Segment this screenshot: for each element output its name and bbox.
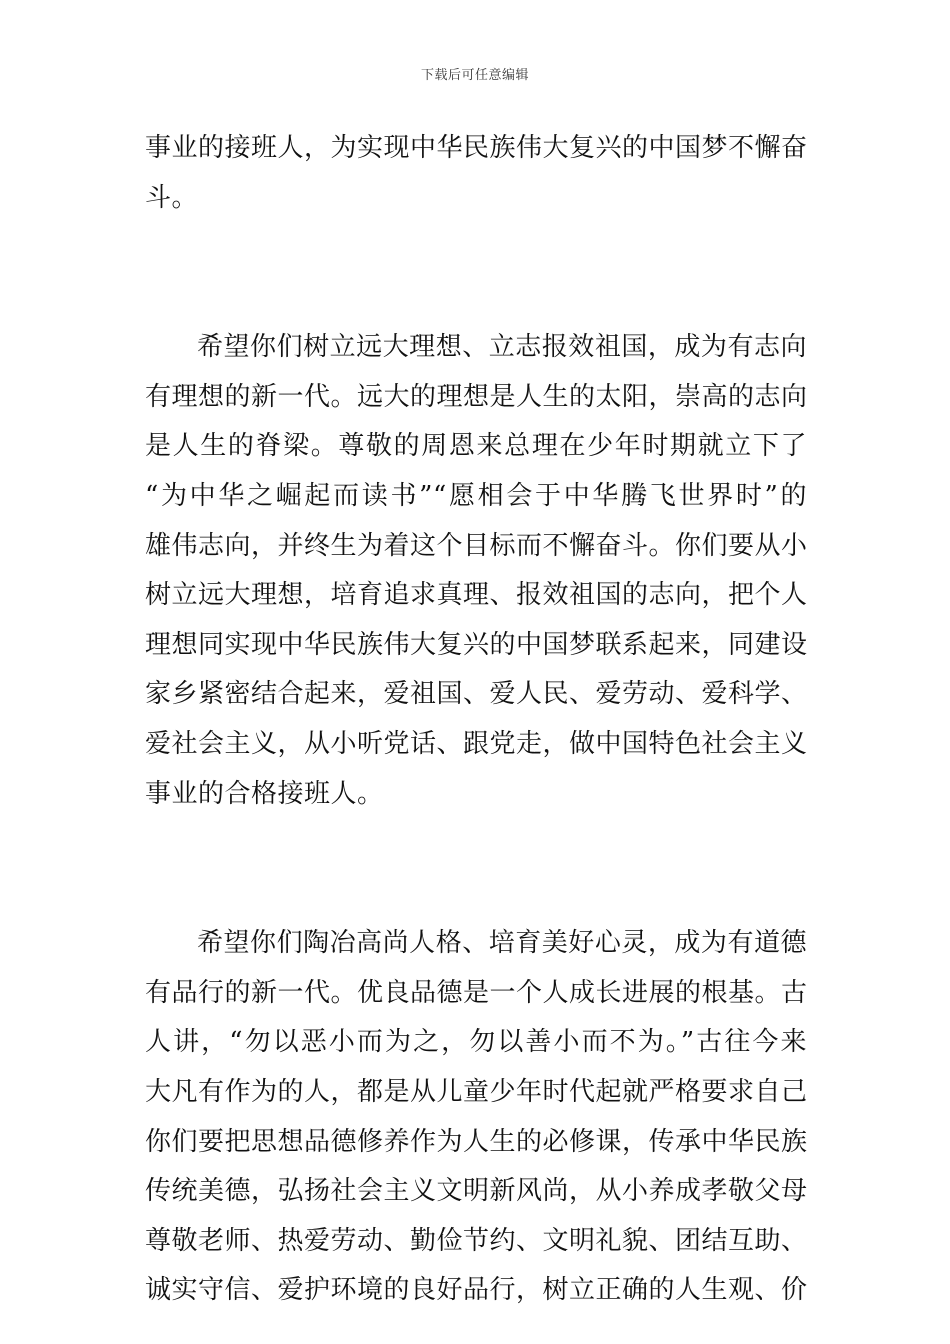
text-line: 爱社会主义，从小听党话、跟党走，做中国特色社会主义 <box>145 728 808 759</box>
text-line: 树立远大理想，培育追求真理、报效祖国的志向，把个人 <box>145 580 808 611</box>
text-line: 人讲，“勿以恶小而为之，勿以善小而不为。”古往今来 <box>145 1027 807 1058</box>
text-line: 事业的合格接班人。 <box>145 778 384 809</box>
page-header: 下载后可任意编辑 <box>420 68 529 83</box>
text-line: 家乡紧密结合起来，爱祖国、爱人民、爱劳动、爱科学、 <box>145 679 808 710</box>
paragraph-2 <box>145 323 807 819</box>
text-line: 传统美德，弘扬社会主义文明新风尚，从小养成孝敬父母 <box>145 1176 808 1207</box>
text-line: 是人生的脊梁。尊敬的周恩来总理在少年时期就立下了 <box>145 431 807 462</box>
text-line: “为中华之崛起而读书”“愿相会于中华腾飞世界时”的 <box>145 480 807 511</box>
text-line: 希望你们陶冶高尚人格、培育美好心灵，成为有道德 <box>197 928 807 959</box>
paragraph-3 <box>145 919 807 1316</box>
text-line: 有理想的新一代。远大的理想是人生的太阳，崇高的志向 <box>145 381 808 412</box>
text-line: 尊敬老师、热爱劳动、勤俭节约、文明礼貌、团结互助、 <box>145 1225 808 1256</box>
text-line: 大凡有作为的人，都是从儿童少年时代起就严格要求自己 <box>145 1076 808 1107</box>
text-line: 事业的接班人，为实现中华民族伟大复兴的中国梦不懈奋 <box>145 133 808 163</box>
text-line: 有品行的新一代。优良品德是一个人成长进展的根基。古 <box>145 977 808 1008</box>
text-line: 雄伟志向，并终生为着这个目标而不懈奋斗。你们要从小 <box>145 530 808 561</box>
text-line: 你们要把思想品德修养作为人生的必修课，传承中华民族 <box>145 1126 808 1157</box>
paragraph-1 <box>145 124 807 223</box>
text-line: 斗。 <box>145 182 199 213</box>
text-line: 希望你们树立远大理想、立志报效祖国，成为有志向 <box>197 332 807 363</box>
text-line: 理想同实现中华民族伟大复兴的中国梦联系起来，同建设 <box>145 629 808 660</box>
document-body <box>145 124 807 1316</box>
text-line: 诚实守信、爱护环境的良好品行，树立正确的人生观、价 <box>145 1275 808 1306</box>
